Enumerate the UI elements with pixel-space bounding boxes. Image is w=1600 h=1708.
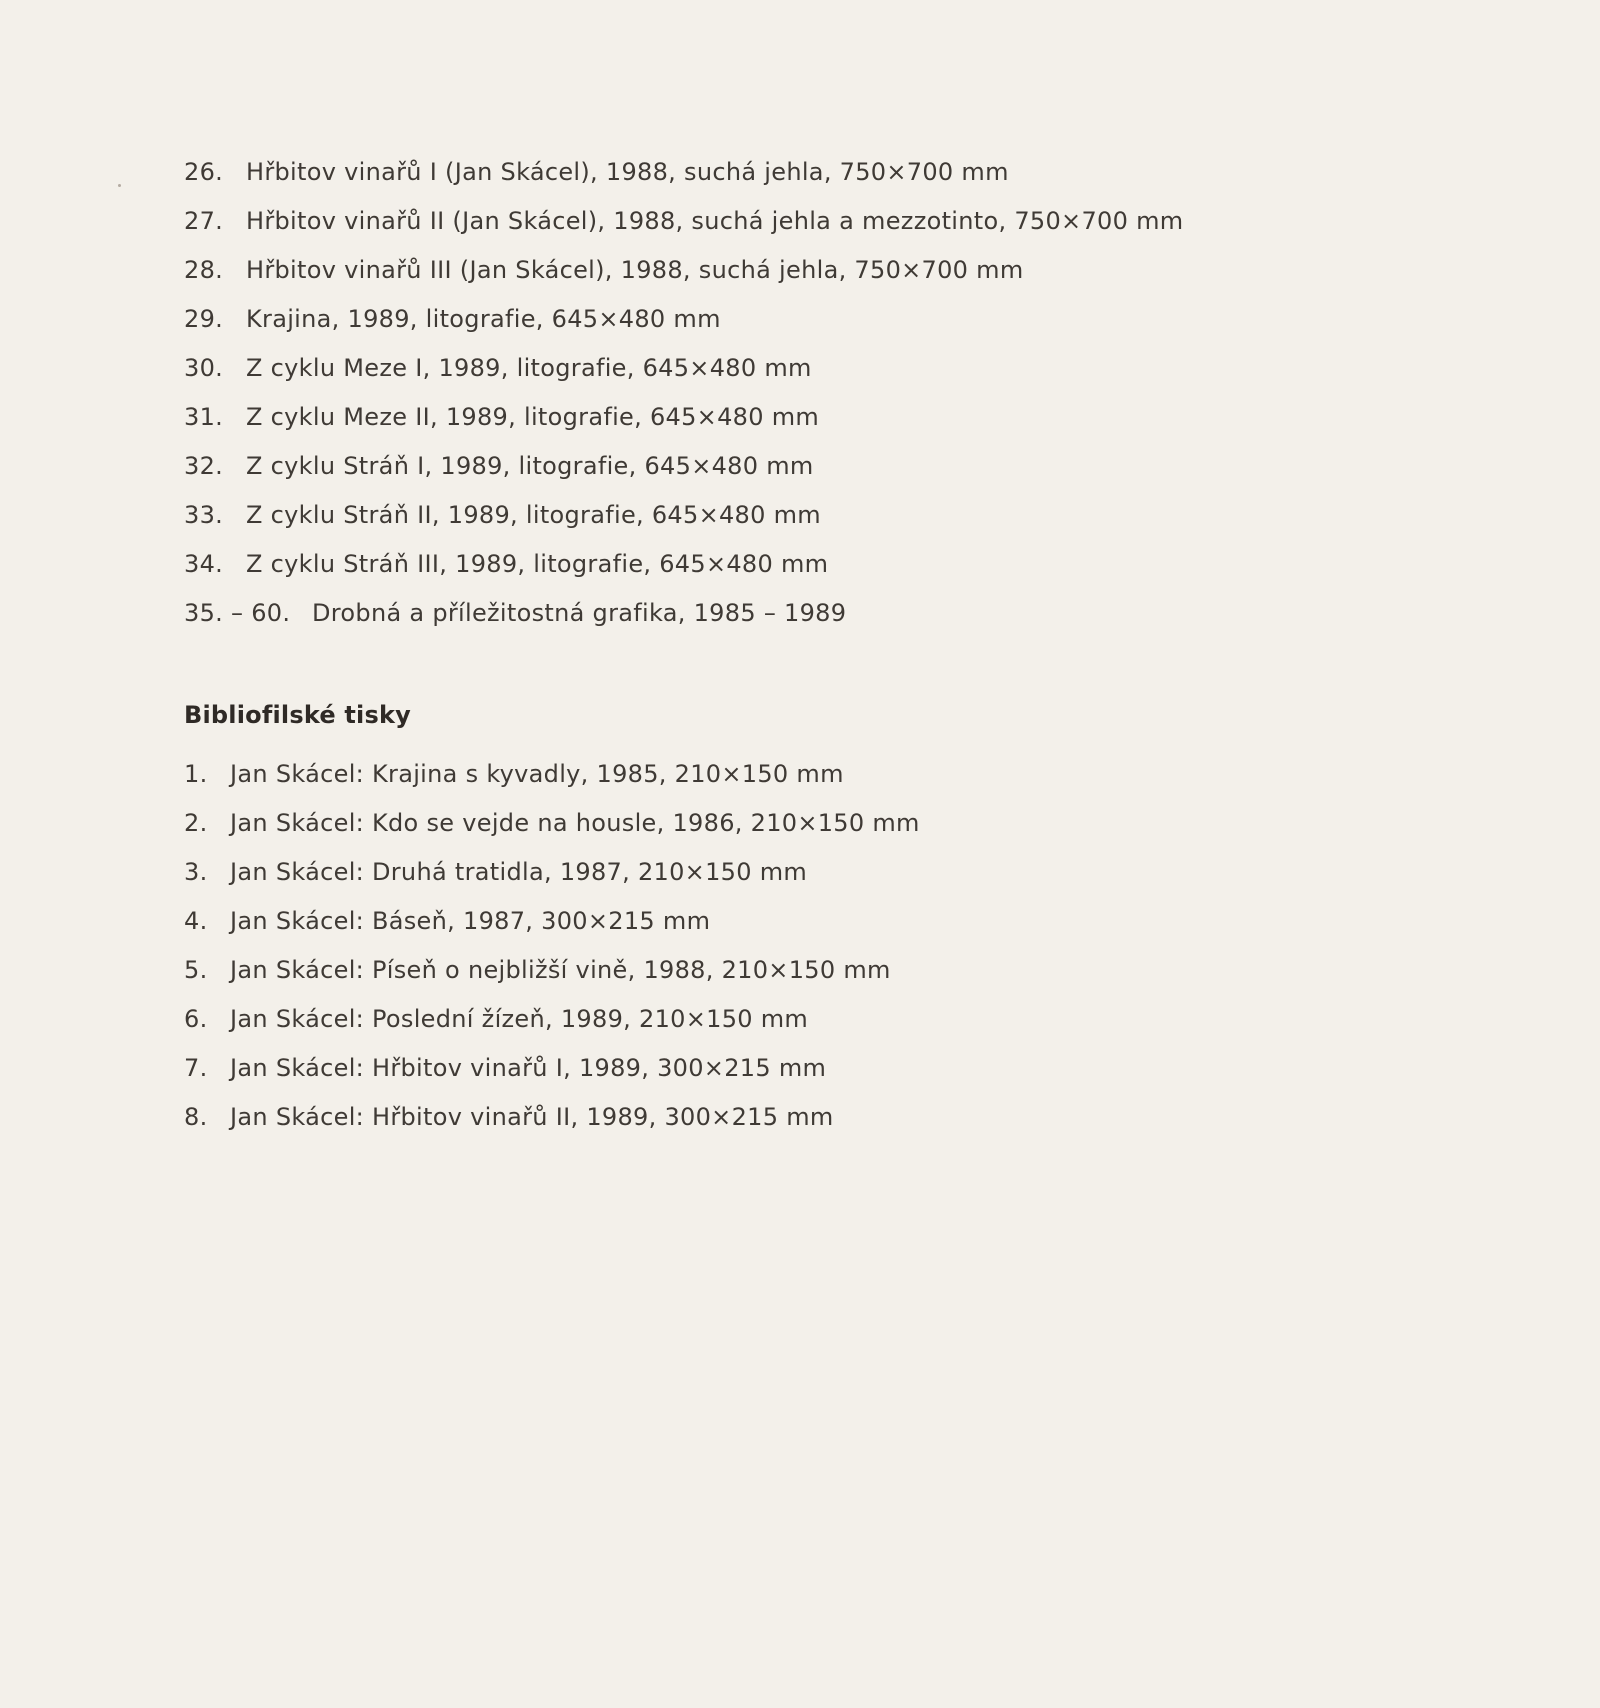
item-number: 33. <box>184 501 224 529</box>
item-text: Z cyklu Stráň III, 1989, litografie, 645×480 mm <box>246 550 829 578</box>
section-heading: Bibliofilské tisky <box>184 701 411 729</box>
item-text: Hřbitov vinařů I (Jan Skácel), 1988, suchá jehla, 750×700 mm <box>246 158 1009 186</box>
item-text: Jan Skácel: Báseň, 1987, 300×215 mm <box>230 907 711 935</box>
item-text: Drobná a příležitostná grafika, 1985 – 1989 <box>312 599 847 627</box>
list-item <box>184 595 1183 644</box>
item-number: 1. <box>184 760 208 788</box>
item-number: 32. <box>184 452 224 480</box>
item-text: Jan Skácel: Krajina s kyvadly, 1985, 210×150 mm <box>230 760 844 788</box>
list-item <box>184 399 1183 448</box>
list-item <box>184 952 920 1001</box>
list-item <box>184 203 1183 252</box>
item-text: Jan Skácel: Druhá tratidla, 1987, 210×150 mm <box>230 858 808 886</box>
item-text: Z cyklu Stráň II, 1989, litografie, 645×480 mm <box>246 501 821 529</box>
list-item <box>184 1050 920 1099</box>
list-item <box>184 1099 920 1148</box>
item-number: 29. <box>184 305 224 333</box>
list-item <box>184 854 920 903</box>
item-text: Z cyklu Stráň I, 1989, litografie, 645×480 mm <box>246 452 814 480</box>
list-item <box>184 350 1183 399</box>
item-number: 7. <box>184 1054 208 1082</box>
item-number: 6. <box>184 1005 208 1033</box>
item-text: Jan Skácel: Hřbitov vinařů I, 1989, 300×215 mm <box>230 1054 827 1082</box>
item-number: 3. <box>184 858 208 886</box>
item-number: 26. <box>184 158 224 186</box>
item-number: 30. <box>184 354 224 382</box>
list-item <box>184 301 1183 350</box>
item-number: 2. <box>184 809 208 837</box>
list-item <box>184 1001 920 1050</box>
list-item <box>184 154 1183 203</box>
item-number: 27. <box>184 207 224 235</box>
item-text: Z cyklu Meze I, 1989, litografie, 645×480 mm <box>246 354 812 382</box>
item-text: Jan Skácel: Poslední žízeň, 1989, 210×150 mm <box>230 1005 809 1033</box>
list-item <box>184 903 920 952</box>
item-text: Jan Skácel: Hřbitov vinařů II, 1989, 300×215 mm <box>230 1103 834 1131</box>
item-text: Hřbitov vinařů III (Jan Skácel), 1988, suchá jehla, 750×700 mm <box>246 256 1024 284</box>
item-text: Jan Skácel: Píseň o nejbližší vině, 1988, 210×150 mm <box>230 956 891 984</box>
works-list <box>184 154 1183 644</box>
item-number: 34. <box>184 550 224 578</box>
item-text: Jan Skácel: Kdo se vejde na housle, 1986, 210×150 mm <box>230 809 920 837</box>
item-text: Hřbitov vinařů II (Jan Skácel), 1988, suchá jehla a mezzotinto, 750×700 mm <box>246 207 1184 235</box>
paper-speck <box>118 184 121 187</box>
bibliophile-list <box>184 756 920 1148</box>
item-number: 5. <box>184 956 208 984</box>
item-number: 28. <box>184 256 224 284</box>
list-item <box>184 805 920 854</box>
list-item <box>184 448 1183 497</box>
item-number: 8. <box>184 1103 208 1131</box>
item-text: Krajina, 1989, litografie, 645×480 mm <box>246 305 721 333</box>
list-item <box>184 756 920 805</box>
list-item <box>184 252 1183 301</box>
list-item <box>184 546 1183 595</box>
item-number: 4. <box>184 907 208 935</box>
item-number: 35. – 60. <box>184 599 291 627</box>
item-number: 31. <box>184 403 224 431</box>
item-text: Z cyklu Meze II, 1989, litografie, 645×480 mm <box>246 403 820 431</box>
list-item <box>184 497 1183 546</box>
